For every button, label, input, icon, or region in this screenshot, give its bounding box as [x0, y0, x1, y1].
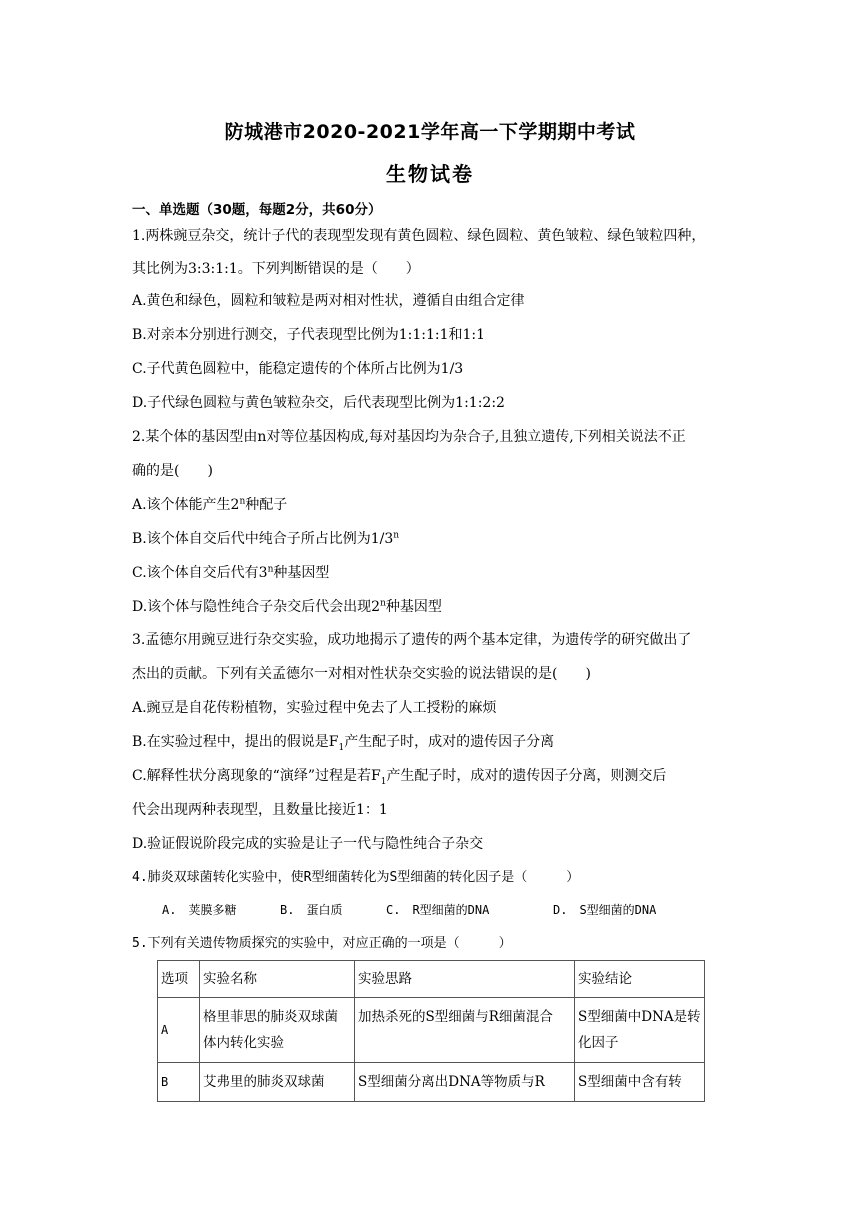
exam-title: 防城港市2020-2021学年高一下学期期中考试	[224, 121, 636, 143]
header-option: 选项	[158, 961, 200, 998]
q2-option-d: D.该个体与隐性纯合子杂交后代会出现2$^n$种基因型	[132, 598, 442, 615]
header-name: 实验名称	[200, 961, 355, 998]
exam-subtitle: 生物试卷	[386, 162, 474, 186]
section-heading: 一、单选题（30题，每题2分，共60分）	[132, 202, 382, 218]
q2-option-b: B.该个体自交后代中纯合子所占比例为1/3$^n$	[132, 530, 400, 547]
q4-option-a: A. 荚膜多糖	[162, 903, 237, 917]
q4-options	[162, 901, 722, 918]
q3-option-c-line1: C.解释性状分离现象的“演绎”过程是若$F_1$产生配子时，成对的遗传因子分离，则测交后	[132, 768, 667, 787]
q3-option-d: D.验证假说阶段完成的实验是让子一代与隐性纯合子杂交	[132, 836, 484, 852]
q4-option-b: B. 蛋白质	[280, 903, 343, 917]
row-b-option: B	[158, 1063, 200, 1102]
table-row	[158, 998, 705, 1063]
q3-option-c-line2: 代会出现两种表现型，且数量比接近1：1	[132, 802, 388, 818]
q2-option-a: A.该个体能产生2$^n$种配子	[132, 496, 288, 513]
q3-stem-line2: 杰出的贡献。下列有关孟德尔一对相对性状杂交实验的说法错误的是( )	[132, 666, 591, 682]
row-a-option: A	[158, 998, 200, 1063]
q3-option-a: A.豌豆是自花传粉植物，实验过程中免去了人工授粉的麻烦	[132, 700, 497, 716]
q5-experiment-table	[157, 960, 705, 1102]
q3-stem-line1: 3.孟德尔用豌豆进行杂交实验，成功地揭示了遗传的两个基本定律，为遗传学的研究做出了	[132, 632, 692, 648]
q2-stem-line2: 确的是( )	[132, 463, 213, 479]
q2-stem-line1: 2.某个体的基因型由n对等位基因构成,每对基因均为杂合子,且独立遗传,下列相关说法不正	[132, 429, 686, 445]
q2-option-c: C.该个体自交后代有3$^n$种基因型	[132, 564, 330, 581]
row-b-idea: S型细菌分离出DNA等物质与R	[355, 1063, 575, 1102]
row-a-idea: 加热杀死的S型细菌与R细菌混合	[355, 998, 575, 1063]
q1-option-b: B.对亲本分别进行测交，子代表现型比例为1:1:1:1和1:1	[132, 327, 486, 343]
row-b-conclusion: S型细菌中含有转	[575, 1063, 705, 1102]
row-a-conclusion: S型细菌中DNA是转化因子	[575, 998, 705, 1063]
q3-option-b: B.在实验过程中，提出的假说是$F_1$产生配子时，成对的遗传因子分离	[132, 734, 555, 753]
table-row	[158, 1063, 705, 1102]
row-a-name: 格里菲思的肺炎双球菌体内转化实验	[200, 998, 355, 1063]
q1-stem-line2: 其比例为3:3:1:1。下列判断错误的是（ ）	[132, 261, 420, 277]
q5-stem: 5.下列有关遗传物质探究的实验中，对应正确的一项是（ ）	[132, 936, 512, 951]
header-idea: 实验思路	[355, 961, 575, 998]
q1-stem-line1: 1.两株豌豆杂交，统计子代的表现型发现有黄色圆粒、绿色圆粒、黄色皱粒、绿色皱粒四种，	[132, 228, 706, 244]
q1-option-c: C.子代黄色圆粒中，能稳定遗传的个体所占比例为1/3	[132, 361, 464, 377]
q1-option-d: D.子代绿色圆粒与黄色皱粒杂交，后代表现型比例为1:1:2:2	[132, 395, 505, 411]
q4-stem: 4.肺炎双球菌转化实验中，使R型细菌转化为S型细菌的转化因子是（ ）	[132, 870, 580, 885]
q1-option-a: A.黄色和绿色，圆粒和皱粒是两对相对性状，遵循自由组合定律	[132, 293, 525, 309]
header-conclusion: 实验结论	[575, 961, 705, 998]
row-b-name: 艾弗里的肺炎双球菌	[200, 1063, 355, 1102]
q4-option-d: D. S型细菌的DNA	[553, 903, 657, 917]
q4-option-c: C. R型细菌的DNA	[386, 903, 490, 917]
table-header-row	[158, 961, 705, 998]
